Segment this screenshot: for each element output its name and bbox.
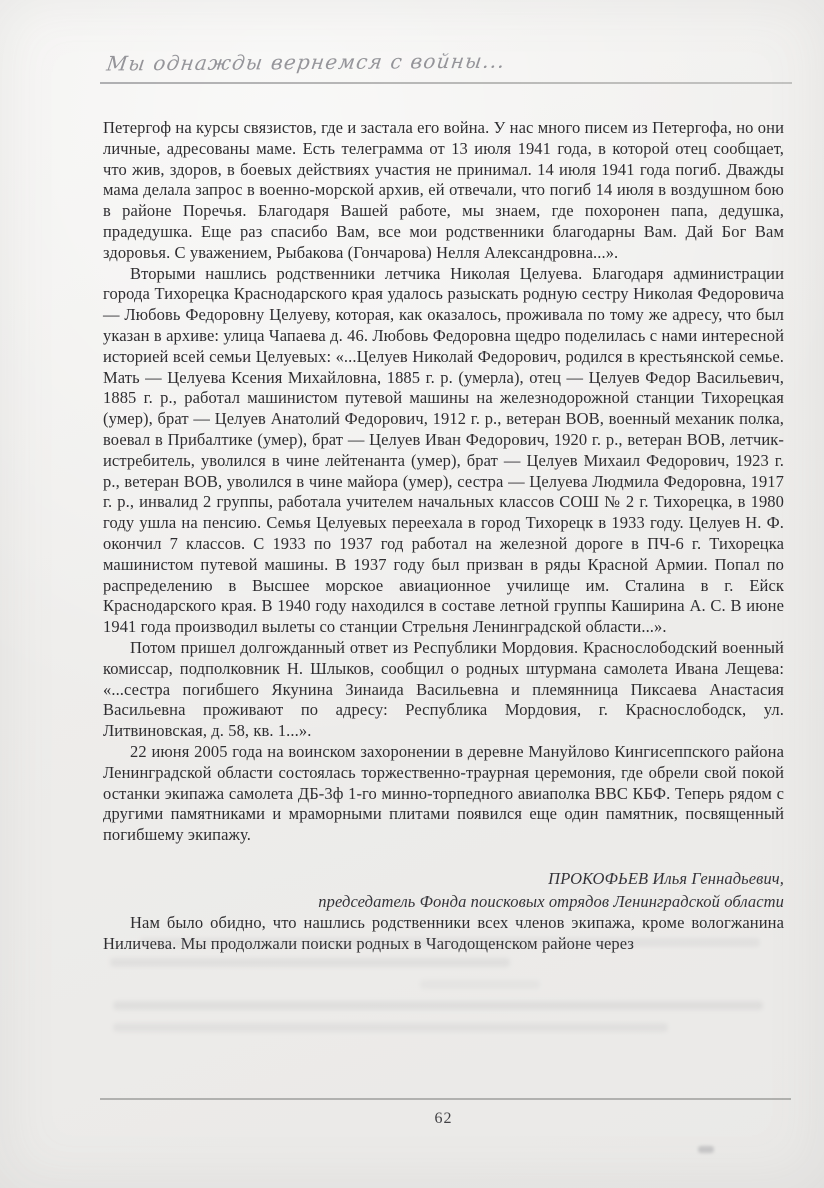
signature-name: ПРОКОФЬЕВ Илья Геннадьевич, bbox=[548, 868, 784, 888]
ink-bleed-through bbox=[113, 1023, 668, 1032]
signature-title: председатель Фонда поисковых отрядов Ленинградской области bbox=[318, 891, 784, 911]
ink-bleed-through bbox=[113, 1001, 763, 1010]
ink-bleed-through bbox=[110, 958, 510, 967]
page-number: 62 bbox=[434, 1110, 453, 1127]
ink-bleed-through bbox=[420, 980, 540, 989]
paragraph-ceremony-2005: 22 июня 2005 года на воинском захоронении в деревне Мануйлово Кингисеппского района Ленинградской области состоялась торжественно-траурная церемония, где обрели свой покой останки экипажа самолета ДБ-3ф 1-го минно-торпедного авиаполка ВВС КБФ. Теперь рядом с другими памятниками и мраморными плитами появился еще один памятник, посвященный погибшему экипажу. bbox=[103, 741, 784, 845]
paragraph-letter-rybakova: Петергоф на курсы связистов, где и застала его война. У нас много писем из Петергофа, но они личные, адресованы маме. Есть телеграмма от 13 июля 1941 года, в которой отец сообщает, что жив, здоров, в боевых действиях участия не принимал. 14 июля 1941 года погиб. Дважды мама делала запрос в военно-морской архив, ей отвечали, что погиб 14 июля в воздушном бою в районе Поречья. Благодаря Вашей работе, мы знаем, где похоронен папа, дедушка, прадедушка. Еще раз спасибо Вам, все мои родственники благодарны Вам. Дай Бог Вам здоровья. С уважением, Рыбакова (Гончарова) Нелля Александровна...». bbox=[103, 118, 784, 262]
paragraph-closing: Нам было обидно, что нашлись родственники всех членов экипажа, кроме вологжанина Ниличева. Мы продолжали поиски родных в Чагодощенском районе через bbox=[103, 912, 784, 953]
paragraph-tseluev-family: Вторыми нашлись родственники летчика Николая Целуева. Благодаря администрации города Тихорецка Краснодарского края удалось разыскать родную сестру Николая Федоровича — Любовь Федоровну Целуеву, которая, как оказалось, проживала по тому же адресу, что был указан в архиве: улица Чапаева д. 46. Любовь Федоровна щедро поделилась с нами интересной историей всей семьи Целуевых: «...Целуев Николай Федорович, родился в крестьянской семье. Мать — Целуева Ксения Михайловна, 1885 г. р. (умерла), отец — Целуев Федор Васильевич, 1885 г. р., работал машинистом путевой машины на железнодорожной станции Тихорецкая (умер), брат — Целуев Анатолий Федорович, 1912 г. р., ветеран ВОВ, военный механик полка, воевал в Прибалтике (умер), брат — Целуев Иван Федорович, 1920 г. р., ветеран ВОВ, летчик-истребитель, уволился в чине лейтенанта (умер), брат — Целуев Михаил Федорович, 1923 г. р., ветеран ВОВ, уволился в чине майора (умер), сестра — Целуева Людмила Федоровна, 1917 г. р., инвалид 2 группы, работала учителем начальных классов СОШ № 2 г. Тихорецка, в 1980 году ушла на пенсию. Семья Целуевых переехала в город Тихорецк в 1933 году. Целуев Н. Ф. окончил 7 классов. С 1933 по 1937 год работал на железной дороге в ПЧ-6 г. Тихорецка машинистом путевой машины. В 1937 году был призван в ряды Красной Армии. Попал по распределению в Высшее морское авиационное училище им. Сталина в г. Ейск Краснодарского края. В 1940 году находился в составе летной группы Каширина А. С. В июне 1941 года производил вылеты со станции Стрельня Ленинградской области...». bbox=[103, 263, 784, 637]
paragraph-mordovia-reply: Потом пришел долгожданный ответ из Республики Мордовия. Краснослободский военный комиссар, подполковник Н. Шлыков, сообщил о родных штурмана самолета Ивана Лещева: «...сестра погибшего Якунина Зинаида Васильевна и племянница Пиксаева Анастасия Васильевна проживают по адресу: Республика Мордовия, г. Краснослободск, ул. Литвиновская, д. 58, кв. 1...». bbox=[103, 637, 784, 741]
paper-smudge bbox=[698, 1146, 714, 1153]
header-rule bbox=[100, 82, 792, 84]
signature-block bbox=[103, 867, 784, 913]
footer-rule bbox=[100, 1098, 791, 1100]
running-header-script: Мы однажды вернемся с войны... bbox=[105, 48, 508, 76]
body-text-column bbox=[103, 118, 784, 954]
